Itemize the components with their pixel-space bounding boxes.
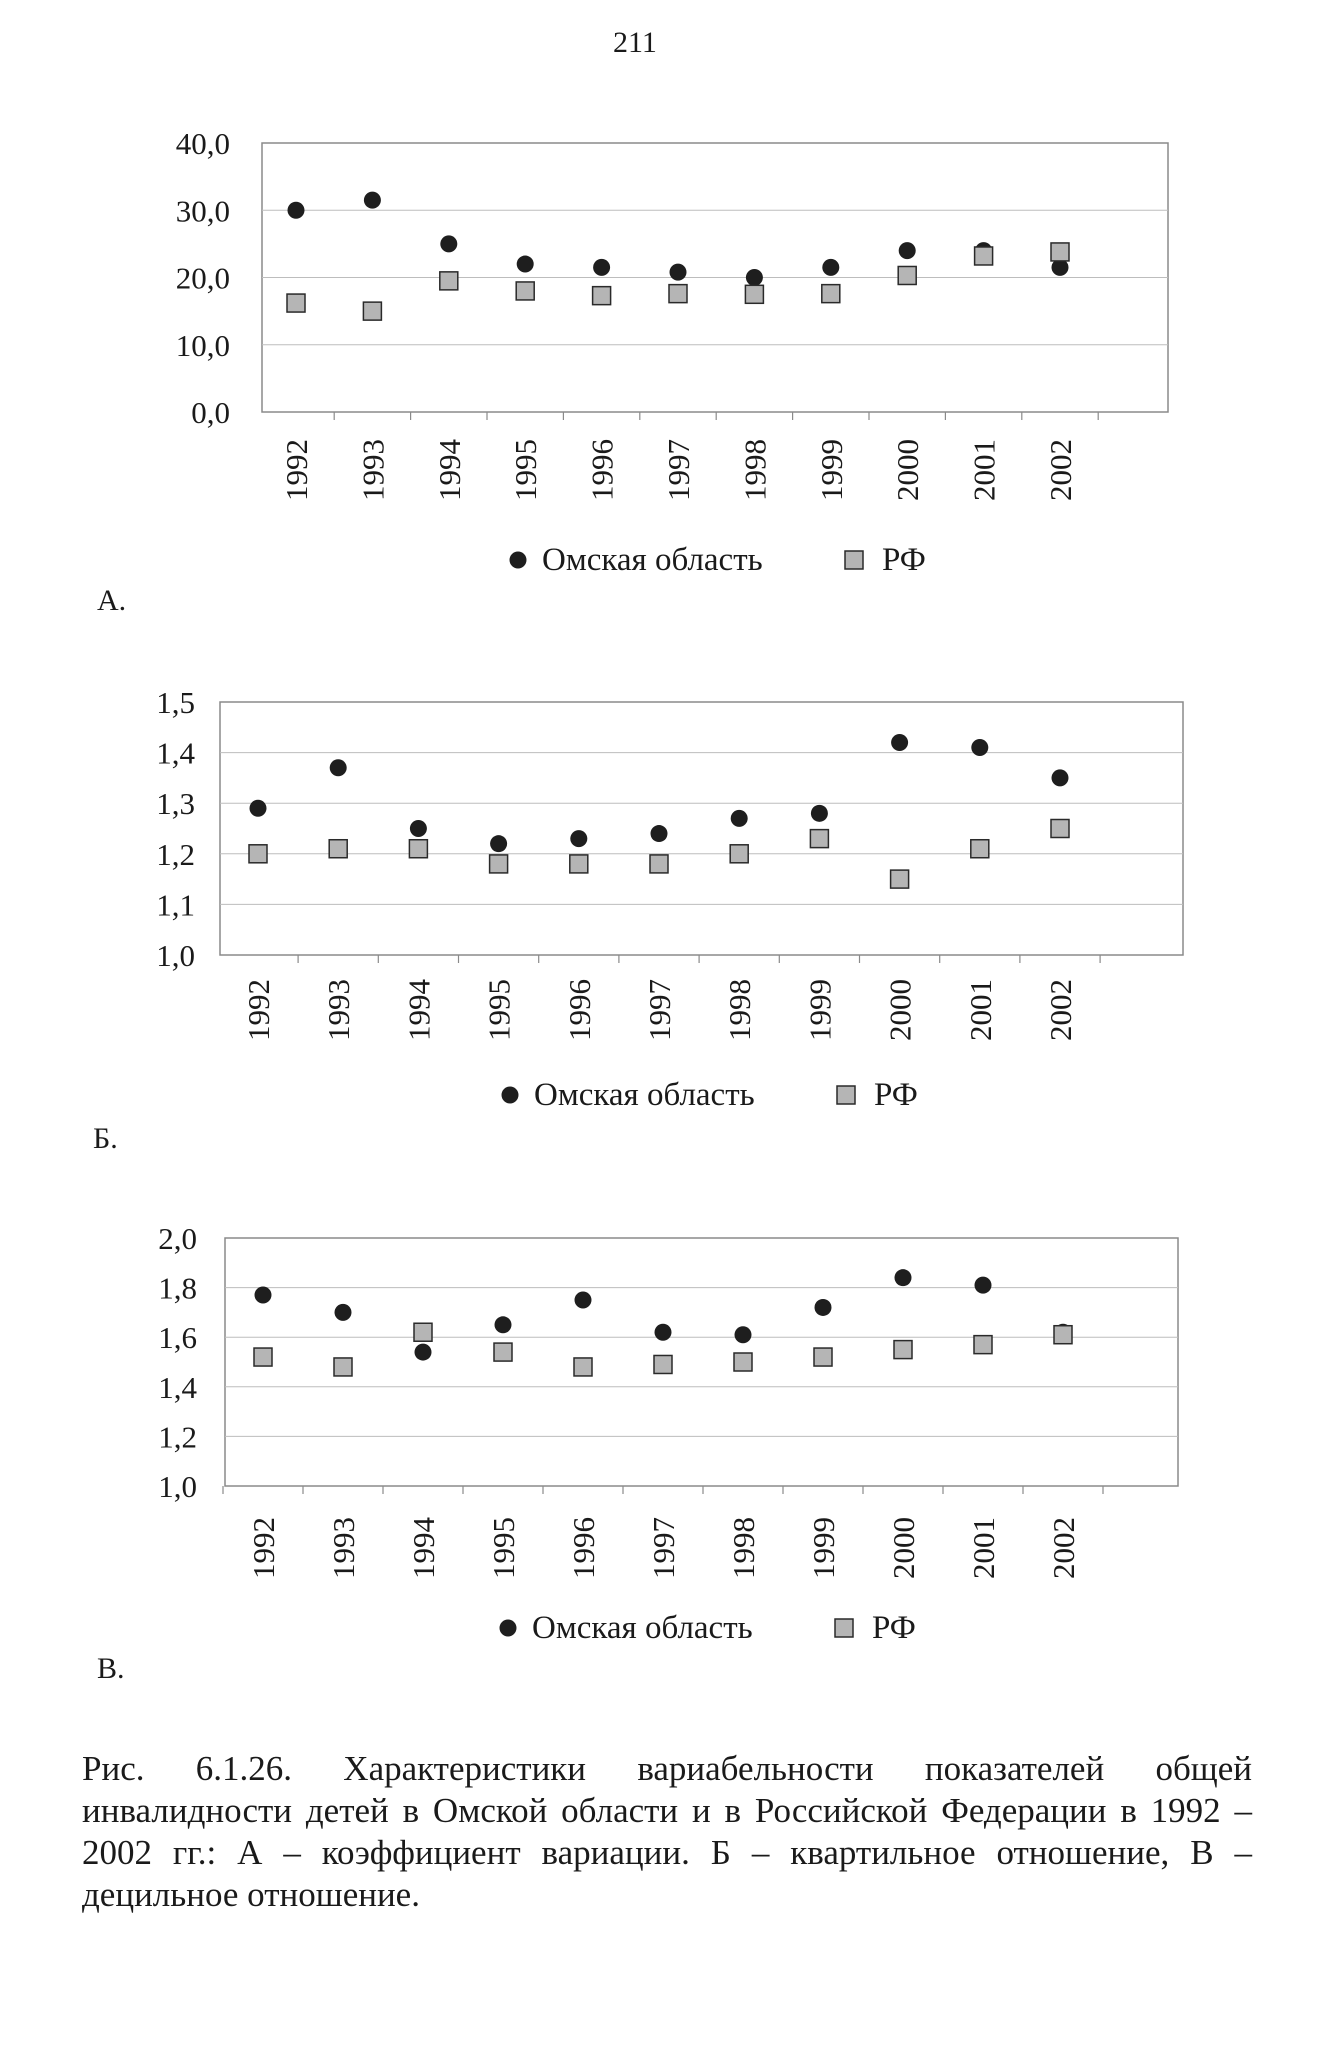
y-tick-label: 1,0 xyxy=(156,938,195,973)
x-tick-label: 1992 xyxy=(241,979,276,1041)
y-tick-label: 20,0 xyxy=(175,260,230,296)
x-tick-label: 1994 xyxy=(431,439,467,501)
figure-caption: Рис. 6.1.26. Характеристики вариабельности показателей общей инвалидности детей в Омской области и в Российской Федерации в 1992 – 2002 гг.: А – коэффициент вариации. Б – квартильное отношение, В – децильное отношение. xyxy=(82,1749,1252,1914)
x-tick-label: 1995 xyxy=(486,1517,521,1579)
y-tick-label: 1,4 xyxy=(156,735,195,771)
legend-label-omsk: Омская область xyxy=(532,1610,753,1646)
rf-point xyxy=(734,1353,752,1371)
x-tick-label: 1998 xyxy=(722,979,758,1041)
x-tick-label: 1994 xyxy=(406,1517,441,1579)
x-tick-label: 2002 xyxy=(1046,1517,1081,1579)
panel-label-c: В. xyxy=(97,1652,125,1685)
omsk-point xyxy=(335,1304,352,1321)
x-tick-label: 1999 xyxy=(802,979,838,1041)
y-tick-label: 0,0 xyxy=(191,395,230,430)
x-tick-label: 2001 xyxy=(966,1517,1001,1579)
omsk-point xyxy=(815,1299,832,1316)
legend-marker-omsk xyxy=(500,1620,517,1637)
x-tick-label: 1992 xyxy=(246,1517,281,1579)
legend xyxy=(500,1610,916,1646)
y-tick-label: 30,0 xyxy=(175,193,230,229)
rf-point xyxy=(814,1348,832,1366)
panel-label-a: А. xyxy=(97,584,127,617)
x-tick-label: 1996 xyxy=(584,439,620,501)
x-tick-label: 2002 xyxy=(1043,439,1078,501)
y-tick-label: 1,2 xyxy=(156,836,195,872)
x-tick-label: 1996 xyxy=(566,1517,601,1579)
legend-label-rf: РФ xyxy=(872,1610,916,1646)
y-tick-label: 2,0 xyxy=(158,1221,197,1256)
rf-point xyxy=(494,1343,512,1361)
rf-point xyxy=(574,1358,592,1376)
x-tick-label: 1993 xyxy=(326,1517,361,1579)
y-tick-label: 10,0 xyxy=(175,327,230,363)
y-tick-label: 1,5 xyxy=(156,685,195,720)
x-tick-label: 1999 xyxy=(813,439,849,501)
x-tick-label: 1995 xyxy=(481,979,517,1041)
x-tick-label: 1998 xyxy=(737,439,773,501)
x-tick-label: 1996 xyxy=(561,979,597,1041)
rf-point xyxy=(654,1355,672,1373)
panel-label-b: Б. xyxy=(93,1122,118,1155)
rf-point xyxy=(894,1341,912,1359)
legend-label-rf: РФ xyxy=(882,542,926,578)
omsk-point xyxy=(895,1269,912,1286)
rf-point xyxy=(974,1336,992,1354)
x-tick-label: 1997 xyxy=(646,1517,681,1579)
x-tick-label: 2000 xyxy=(886,1517,921,1579)
rf-point xyxy=(334,1358,352,1376)
x-tick-label: 1993 xyxy=(355,439,391,501)
x-tick-label: 2002 xyxy=(1043,979,1078,1041)
legend-label-rf: РФ xyxy=(874,1077,918,1113)
page-number: 211 xyxy=(613,26,657,59)
x-tick-label: 1992 xyxy=(279,439,314,501)
x-tick-label: 2001 xyxy=(966,439,1002,501)
y-tick-label: 1,8 xyxy=(158,1270,197,1306)
x-tick-label: 1997 xyxy=(661,439,696,501)
rf-point xyxy=(414,1323,432,1341)
omsk-point xyxy=(415,1344,432,1361)
x-tick-label: 1997 xyxy=(642,979,677,1041)
x-tick-label: 1995 xyxy=(508,439,544,501)
legend-marker-rf xyxy=(835,1619,853,1637)
omsk-point xyxy=(255,1287,272,1304)
omsk-point xyxy=(975,1277,992,1294)
x-tick-label: 2000 xyxy=(882,979,918,1041)
plot-area xyxy=(225,1238,1178,1486)
rf-point xyxy=(254,1348,272,1366)
legend-label-omsk: Омская область xyxy=(542,542,763,578)
omsk-point xyxy=(575,1292,592,1309)
omsk-point xyxy=(735,1326,752,1343)
x-tick-label: 2001 xyxy=(962,979,998,1041)
y-tick-label: 1,3 xyxy=(156,786,195,822)
y-tick-label: 40,0 xyxy=(175,126,230,161)
y-tick-label: 1,1 xyxy=(156,887,195,923)
omsk-point xyxy=(655,1324,672,1341)
omsk-point xyxy=(495,1316,512,1333)
legend-label-omsk: Омская область xyxy=(534,1077,755,1113)
y-tick-label: 1,4 xyxy=(158,1369,197,1405)
x-tick-label: 1999 xyxy=(806,1517,841,1579)
x-tick-label: 1998 xyxy=(726,1517,761,1579)
y-tick-label: 1,2 xyxy=(158,1419,197,1455)
rf-point xyxy=(1054,1326,1072,1344)
y-tick-label: 1,0 xyxy=(158,1469,197,1504)
x-tick-label: 1993 xyxy=(321,979,357,1041)
x-tick-label: 1994 xyxy=(401,979,437,1041)
y-tick-label: 1,6 xyxy=(158,1320,197,1356)
x-tick-label: 2000 xyxy=(890,439,926,501)
